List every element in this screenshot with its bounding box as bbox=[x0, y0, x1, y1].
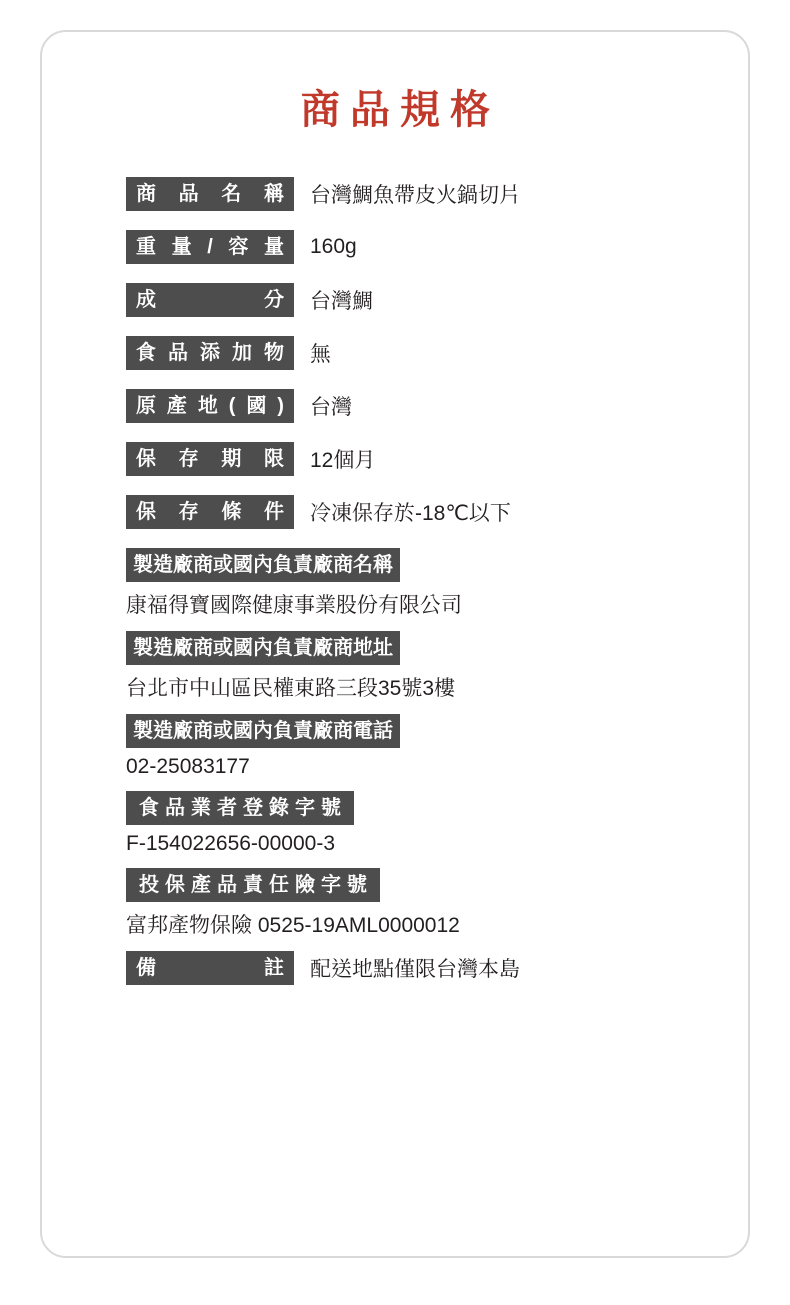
spec-label-ingredients: 成 分 bbox=[126, 283, 294, 317]
spec-value-product-name: 台灣鯛魚帶皮火鍋切片 bbox=[310, 184, 520, 207]
spec-label-manufacturer-name: 製造廠商或國內負責廠商名稱 bbox=[126, 548, 400, 582]
spec-value-additives: 無 bbox=[310, 343, 331, 366]
table-row bbox=[42, 177, 748, 211]
spec-label-business-registration: 食品業者登錄字號 bbox=[126, 791, 354, 825]
spec-value-weight: 160g bbox=[310, 235, 357, 258]
table-row bbox=[42, 951, 748, 985]
spec-value-liability-insurance: 富邦產物保險 0525-19AML0000012 bbox=[126, 914, 460, 937]
page-title: 商品規格 bbox=[300, 87, 500, 132]
table-row bbox=[42, 336, 748, 370]
spec-value-manufacturer-address: 台北市中山區民權東路三段35號3樓 bbox=[126, 677, 456, 700]
spec-label-manufacturer-address-line bbox=[126, 631, 748, 665]
spec-label-manufacturer-phone: 製造廠商或國內負責廠商電話 bbox=[126, 714, 400, 748]
spec-label-weight: 重 量 / 容 量 bbox=[126, 230, 294, 264]
spec-value-manufacturer-name: 康福得寶國際健康事業股份有限公司 bbox=[126, 594, 462, 617]
spec-label-manufacturer-phone-line bbox=[126, 714, 748, 748]
spec-stacked-rows bbox=[42, 548, 748, 985]
spec-label-shelf-life: 保 存 期 限 bbox=[126, 442, 294, 476]
list-item bbox=[42, 548, 748, 619]
spec-value-storage: 冷凍保存於-18℃以下 bbox=[310, 502, 511, 525]
spec-label-business-registration-line bbox=[126, 791, 748, 825]
spec-value-origin: 台灣 bbox=[310, 396, 352, 419]
spec-value-ingredients: 台灣鯛 bbox=[310, 290, 373, 313]
spec-value-remark: 配送地點僅限台灣本島 bbox=[310, 958, 520, 981]
spec-label-remark: 備 註 bbox=[126, 951, 294, 985]
table-row bbox=[42, 442, 748, 476]
spec-value-shelf-life: 12個月 bbox=[310, 449, 376, 472]
spec-label-origin: 原 產 地 ( 國 ) bbox=[126, 389, 294, 423]
list-item bbox=[42, 791, 748, 856]
list-item bbox=[42, 631, 748, 702]
spec-label-manufacturer-name-line bbox=[126, 548, 748, 582]
spec-label-manufacturer-address: 製造廠商或國內負責廠商地址 bbox=[126, 631, 400, 665]
spec-label-product-name: 商 品 名 稱 bbox=[126, 177, 294, 211]
table-row bbox=[42, 230, 748, 264]
table-row bbox=[42, 389, 748, 423]
spec-value-business-registration: F-154022656-00000-3 bbox=[126, 832, 335, 855]
spec-inline-rows bbox=[42, 177, 748, 529]
table-row bbox=[42, 283, 748, 317]
spec-label-liability-insurance: 投保產品責任險字號 bbox=[126, 868, 380, 902]
table-row bbox=[42, 495, 748, 529]
spec-label-storage: 保 存 條 件 bbox=[126, 495, 294, 529]
spec-label-liability-insurance-line bbox=[126, 868, 748, 902]
list-item bbox=[42, 868, 748, 939]
list-item bbox=[42, 714, 748, 779]
spec-label-additives: 食 品 添 加 物 bbox=[126, 336, 294, 370]
spec-value-manufacturer-phone: 02-25083177 bbox=[126, 755, 250, 778]
product-spec-card bbox=[40, 30, 750, 1258]
